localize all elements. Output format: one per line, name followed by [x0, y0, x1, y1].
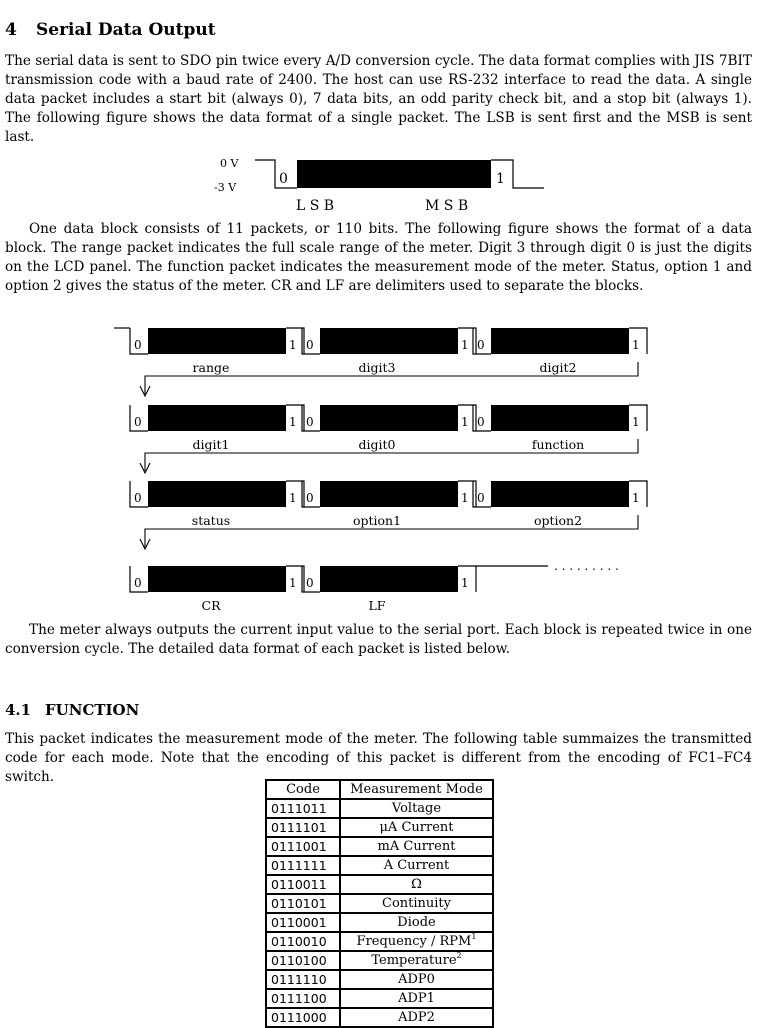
table-cell-mode [340, 837, 493, 856]
table-row [266, 875, 493, 894]
packet-waveform-figure [200, 150, 560, 218]
level-low-label: -3 V [214, 181, 237, 194]
table-cell-code: 0111000 [266, 1008, 340, 1027]
subsection-number: 4.1 [5, 701, 32, 719]
data-block-figure [0, 318, 768, 618]
mode-label: Frequency / RPM [356, 934, 472, 949]
table-cell-code: 0111110 [266, 970, 340, 989]
mode-label: ADP1 [398, 991, 435, 1006]
packet-label: digit0 [358, 437, 396, 452]
footnote-marker: 1 [471, 932, 477, 941]
stop-bit-label: 1 [461, 576, 469, 590]
table-row [266, 1008, 493, 1027]
start-bit-label: 0 [134, 491, 142, 505]
table-cell-code: 0110100 [266, 951, 340, 970]
table-header-row [266, 780, 493, 799]
stop-bit-label: 1 [461, 338, 469, 352]
table-row [266, 970, 493, 989]
start-bit-signal [255, 160, 297, 188]
data-bits-block [297, 160, 491, 188]
packet-label: digit1 [192, 437, 230, 452]
packet-data-bits [148, 566, 286, 592]
table-cell-mode [340, 856, 493, 875]
packet-label: digit3 [358, 360, 396, 375]
mode-label: mA Current [377, 839, 456, 854]
mode-label: Continuity [382, 896, 451, 911]
table-cell-code: 0111011 [266, 799, 340, 818]
stop-bit-label: 1 [632, 338, 640, 352]
subsection-title: FUNCTION [45, 701, 140, 719]
table-cell-code: 0111111 [266, 856, 340, 875]
packet-label: option2 [533, 513, 583, 528]
table-cell-mode [340, 1008, 493, 1027]
start-bit-label: 0 [134, 576, 142, 590]
stop-bit-label: 1 [461, 415, 469, 429]
table-row [266, 989, 493, 1008]
stop-bit-label: 1 [289, 415, 297, 429]
packet-label: digit2 [539, 360, 577, 375]
stop-bit-label: 1 [496, 171, 505, 187]
table-cell-mode [340, 799, 493, 818]
packet-data-bits [491, 405, 629, 431]
footnote-marker: 2 [456, 951, 462, 960]
packet-data-bits [491, 481, 629, 507]
mode-label: μA Current [379, 820, 454, 835]
start-bit-label: 0 [477, 338, 485, 352]
stop-bit-label: 1 [632, 491, 640, 505]
table-row [266, 799, 493, 818]
table-cell-code: 0110011 [266, 875, 340, 894]
stop-bit-label: 1 [289, 338, 297, 352]
packet-label: function [531, 437, 585, 452]
packet-data-bits [320, 481, 458, 507]
table-cell-mode [340, 970, 493, 989]
mode-label: ADP2 [398, 1010, 435, 1025]
subsection-heading [5, 701, 139, 719]
start-bit-label: 0 [134, 415, 142, 429]
table-cell-mode [340, 951, 493, 970]
table-header-mode: Measurement Mode [340, 780, 493, 799]
table-row [266, 837, 493, 856]
table-cell-code: 0110101 [266, 894, 340, 913]
table-row [266, 932, 493, 951]
packet-data-bits [320, 328, 458, 354]
mode-label: A Current [383, 858, 450, 873]
table-row [266, 856, 493, 875]
table-row [266, 894, 493, 913]
packet-label: status [191, 513, 231, 528]
packet-label: CR [201, 598, 221, 613]
table-cell-mode [340, 818, 493, 837]
start-bit-label: 0 [306, 338, 314, 352]
table-row [266, 951, 493, 970]
table-header-code: Code [266, 780, 340, 799]
table-cell-code: 0111001 [266, 837, 340, 856]
mode-label: Ω [411, 877, 422, 892]
packet-data-bits [148, 481, 286, 507]
table-row [266, 913, 493, 932]
table-row [266, 818, 493, 837]
paragraph-output-repeat: The meter always outputs the current input value to the serial port. Each block is repeated twice in one conversion cycle. The detailed data format of each packet is listed below. [5, 622, 752, 657]
table-cell-mode [340, 989, 493, 1008]
start-bit-label: 0 [134, 338, 142, 352]
packet-label: option1 [352, 513, 402, 528]
packet-data-bits [148, 328, 286, 354]
start-bit-label: 0 [477, 415, 485, 429]
stop-bit-label: 1 [289, 576, 297, 590]
stop-bit-label: 1 [461, 491, 469, 505]
start-bit-label: 0 [477, 491, 485, 505]
start-bit-label: 0 [306, 415, 314, 429]
lsb-label: L S B [296, 198, 335, 214]
table-cell-mode [340, 913, 493, 932]
paragraph-data-block: One data block consists of 11 packets, or 110 bits. The following figure shows the format of a data block. The range packet indicates the full scale range of the meter. Digit 3 through digit 0 is just the digits on the LCD panel. The function packet indicates the measurement mode of the meter. Status, option 1 and option 2 gives the status of the meter. CR and LF are delimiters used to separate the blocks. [5, 221, 752, 294]
section-heading [5, 20, 216, 40]
mode-label: ADP0 [398, 972, 435, 987]
section-title: Serial Data Output [36, 20, 216, 40]
packet-data-bits [148, 405, 286, 431]
packet-label: LF [368, 598, 386, 613]
msb-label: M S B [425, 198, 469, 214]
mode-label: Voltage [391, 801, 442, 816]
table-cell-mode [340, 932, 493, 951]
packet-data-bits [320, 405, 458, 431]
mode-label: Diode [397, 915, 436, 930]
function-code-table [265, 779, 494, 1028]
stop-bit-label: 1 [632, 415, 640, 429]
start-bit-label: 0 [306, 491, 314, 505]
table-cell-code: 0111101 [266, 818, 340, 837]
packet-label: range [192, 360, 230, 375]
table-cell-code: 0110001 [266, 913, 340, 932]
paragraph-serial-intro: The serial data is sent to SDO pin twice every A/D conversion cycle. The data format complies with JIS 7BIT transmission code with a baud rate of 2400. The host can use RS-232 interface to read the data. A single data packet includes a start bit (always 0), 7 data bits, an odd parity check bit, and a stop bit (always 1). The following figure shows the data format of a single packet. The LSB is sent first and the MSB is sent last. [5, 53, 752, 145]
table-cell-mode [340, 875, 493, 894]
start-bit-label: 0 [279, 171, 288, 187]
table-cell-code: 0110010 [266, 932, 340, 951]
start-bit-label: 0 [306, 576, 314, 590]
level-high-label: 0 V [220, 157, 239, 170]
table-cell-mode [340, 894, 493, 913]
stop-bit-label: 1 [289, 491, 297, 505]
paragraph-function-intro: This packet indicates the measurement mode of the meter. The following table summaizes the transmitted code for each mode. Note that the encoding of this packet is different from the encoding of FC1–FC4 switch. [5, 731, 752, 785]
mode-label: Temperature [371, 953, 457, 968]
continuation-dots: . . . . . . . . . [554, 559, 619, 573]
packet-data-bits [320, 566, 458, 592]
packet-data-bits [491, 328, 629, 354]
section-number: 4 [5, 20, 17, 40]
table-cell-code: 0111100 [266, 989, 340, 1008]
